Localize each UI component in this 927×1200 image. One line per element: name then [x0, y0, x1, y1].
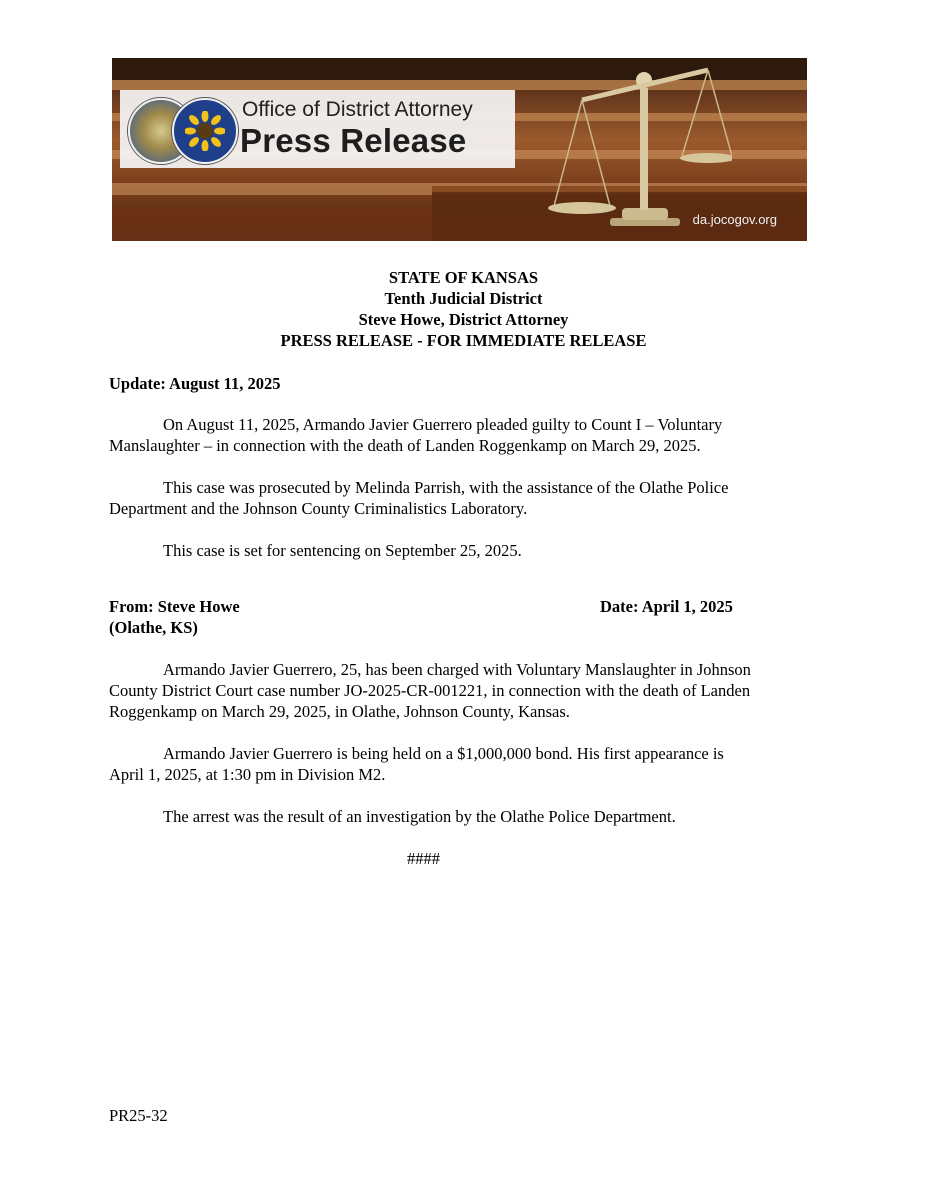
banner-title-panel — [120, 90, 515, 168]
release-paragraph-1-line-1: Armando Javier Guerrero, 25, has been charged with Voluntary Manslaughter in Johnson — [163, 660, 751, 679]
update-paragraph-2-line-2: Department and the Johnson County Criminalistics Laboratory. — [109, 499, 528, 518]
end-of-release-mark: #### — [407, 849, 440, 868]
press-release-banner — [112, 58, 807, 241]
release-paragraph-2-line-2: April 1, 2025, at 1:30 pm in Division M2. — [109, 765, 386, 784]
johnson-county-seal-icon — [172, 98, 238, 164]
update-paragraph-1-line-2: Manslaughter – in connection with the death of Landen Roggenkamp on March 29, 2025. — [109, 436, 701, 455]
heading-release-type: PRESS RELEASE - FOR IMMEDIATE RELEASE — [280, 331, 647, 350]
banner-website: da.jocogov.org — [692, 212, 777, 227]
update-paragraph-1-line-1: On August 11, 2025, Armando Javier Guerrero pleaded guilty to Count I – Voluntary — [163, 415, 723, 434]
release-paragraph-1-line-3: Roggenkamp on March 29, 2025, in Olathe, Johnson County, Kansas. — [109, 702, 570, 721]
update-paragraph-2-line-1: This case was prosecuted by Melinda Parrish, with the assistance of the Olathe Police — [163, 478, 729, 497]
banner-press-release-title: Press Release — [240, 122, 467, 159]
release-date: Date: April 1, 2025 — [600, 597, 733, 616]
heading-attorney: Steve Howe, District Attorney — [358, 310, 569, 329]
update-paragraph-3: This case is set for sentencing on September 25, 2025. — [163, 541, 522, 560]
release-paragraph-2-line-1: Armando Javier Guerrero is being held on a $1,000,000 bond. His first appearance is — [163, 744, 724, 763]
heading-district: Tenth Judicial District — [384, 289, 543, 308]
update-date-label: Update: August 11, 2025 — [109, 374, 281, 393]
location-line: (Olathe, KS) — [109, 618, 198, 637]
from-line: From: Steve Howe — [109, 597, 240, 616]
release-code: PR25-32 — [109, 1106, 168, 1125]
banner-office-title: Office of District Attorney — [242, 98, 473, 121]
heading-state: STATE OF KANSAS — [388, 268, 539, 287]
release-paragraph-1-line-2: County District Court case number JO-2025-CR-001221, in connection with the death of Landen — [109, 681, 751, 700]
sunflower-icon — [185, 111, 225, 151]
release-paragraph-3: The arrest was the result of an investigation by the Olathe Police Department. — [163, 807, 676, 826]
